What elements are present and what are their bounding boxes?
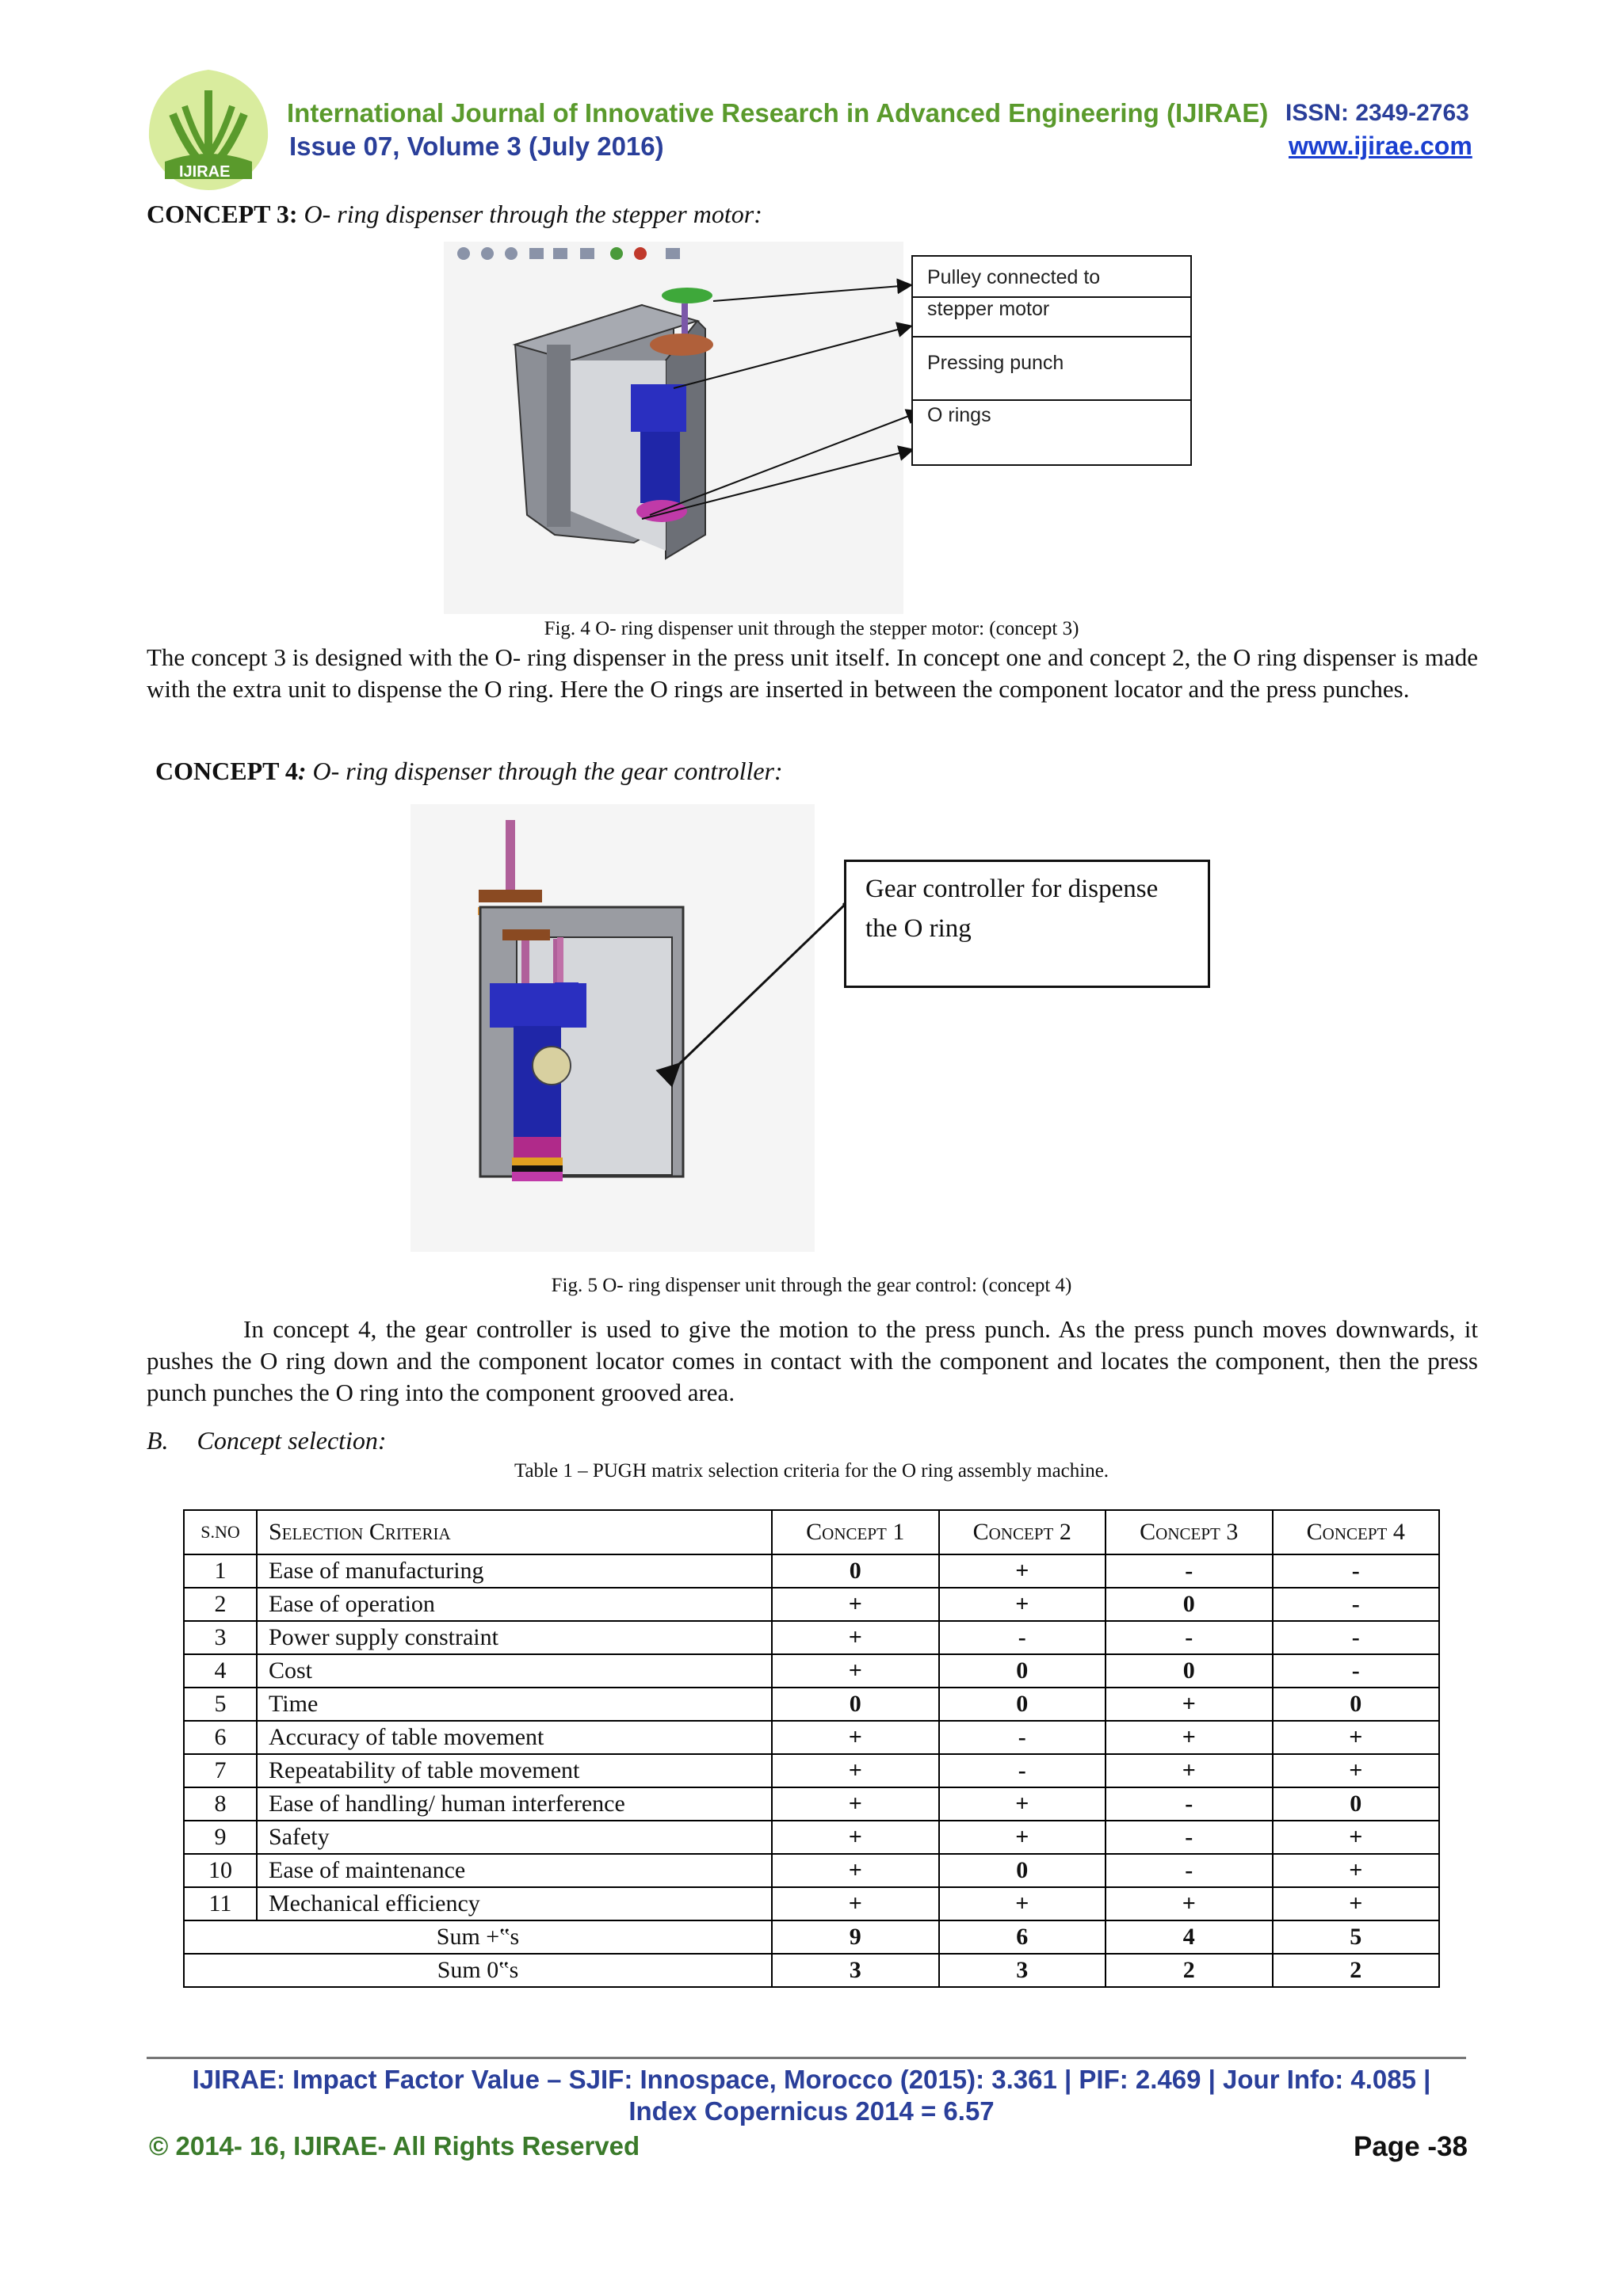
- footer-rule: [147, 2057, 1466, 2059]
- row-number: 10: [184, 1854, 257, 1887]
- row-concept2: +: [939, 1887, 1106, 1920]
- sum-zero-c2: 3: [939, 1954, 1106, 1987]
- row-criteria: Ease of operation: [257, 1588, 772, 1621]
- row-concept4: -: [1273, 1588, 1440, 1621]
- sum-plus-c3: 4: [1106, 1920, 1273, 1954]
- row-concept3: -: [1106, 1787, 1273, 1821]
- row-concept4: +: [1273, 1854, 1440, 1887]
- row-concept1: +: [772, 1621, 939, 1654]
- table-row: [184, 1787, 1439, 1821]
- table-row: [184, 1721, 1439, 1754]
- concept4-heading: CONCEPT 4: O- ring dispenser through the gear controller:: [155, 757, 783, 785]
- row-number: 5: [184, 1688, 257, 1721]
- row-criteria: Ease of manufacturing: [257, 1554, 772, 1588]
- row-concept4: +: [1273, 1754, 1440, 1787]
- row-concept4: -: [1273, 1621, 1440, 1654]
- row-concept4: -: [1273, 1654, 1440, 1688]
- label-o-rings: O rings: [927, 404, 991, 426]
- row-criteria: Ease of maintenance: [257, 1854, 772, 1887]
- table-row: [184, 1754, 1439, 1787]
- row-concept2: 0: [939, 1688, 1106, 1721]
- sum-zero-c3: 2: [1106, 1954, 1273, 1987]
- row-criteria: Mechanical efficiency: [257, 1887, 772, 1920]
- row-concept2: +: [939, 1787, 1106, 1821]
- row-criteria: Accuracy of table movement: [257, 1721, 772, 1754]
- row-concept3: +: [1106, 1688, 1273, 1721]
- row-number: 6: [184, 1721, 257, 1754]
- table-row: [184, 1854, 1439, 1887]
- fig5-callout-line2: the O ring: [865, 914, 972, 943]
- row-criteria: Safety: [257, 1821, 772, 1854]
- row-concept1: +: [772, 1821, 939, 1854]
- row-concept1: +: [772, 1854, 939, 1887]
- sum-plus-label: Sum +‟s: [184, 1920, 772, 1954]
- row-concept3: +: [1106, 1887, 1273, 1920]
- table-row: [184, 1554, 1439, 1588]
- selection-heading-text: Concept selection:: [197, 1426, 387, 1455]
- row-concept3: -: [1106, 1621, 1273, 1654]
- row-concept3: -: [1106, 1854, 1273, 1887]
- row-concept2: +: [939, 1588, 1106, 1621]
- row-concept2: -: [939, 1754, 1106, 1787]
- table-header-row: [184, 1510, 1439, 1554]
- concept3-paragraph: The concept 3 is designed with the O- ring dispenser in the press unit itself. In concept one and concept 2, the O ring dispenser is made with the extra unit to dispense the O ring. Here the O rings are inserted in between the component locator and the press punches.: [147, 643, 1478, 703]
- row-concept1: +: [772, 1721, 939, 1754]
- row-number: 9: [184, 1821, 257, 1854]
- row-number: 8: [184, 1787, 257, 1821]
- row-concept4: +: [1273, 1821, 1440, 1854]
- concept3-heading-text: O- ring dispenser through the stepper motor:: [304, 200, 762, 228]
- col-concept3: Concept 3: [1106, 1510, 1273, 1554]
- sum-zero-c1: 3: [772, 1954, 939, 1987]
- row-concept4: -: [1273, 1554, 1440, 1588]
- fig5-callout-box: [844, 860, 1210, 988]
- page-number: Page -38: [1354, 2131, 1468, 2162]
- label-pulley-line2: stepper motor: [927, 298, 1050, 320]
- label-pressing-punch: Pressing punch: [927, 352, 1064, 374]
- row-concept4: +: [1273, 1887, 1440, 1920]
- sum-plus-c1: 9: [772, 1920, 939, 1954]
- concept3-heading-label: CONCEPT 3:: [147, 200, 298, 228]
- row-concept1: +: [772, 1887, 939, 1920]
- table-caption: Table 1 – PUGH matrix selection criteria for the O ring assembly machine.: [514, 1460, 1109, 1482]
- row-concept3: +: [1106, 1721, 1273, 1754]
- row-concept2: +: [939, 1821, 1106, 1854]
- row-concept4: 0: [1273, 1787, 1440, 1821]
- footer-impact-line2: Index Copernicus 2014 = 6.57: [628, 2096, 995, 2126]
- row-criteria: Time: [257, 1688, 772, 1721]
- row-number: 1: [184, 1554, 257, 1588]
- row-criteria: Ease of handling/ human interference: [257, 1787, 772, 1821]
- issn: ISSN: 2349-2763: [1285, 100, 1469, 126]
- col-concept2: Concept 2: [939, 1510, 1106, 1554]
- sum-plus-c2: 6: [939, 1920, 1106, 1954]
- selection-heading-label: B.: [147, 1426, 169, 1455]
- fig4-caption: Fig. 4 O- ring dispenser unit through the stepper motor: (concept 3): [544, 618, 1079, 639]
- row-concept2: 0: [939, 1654, 1106, 1688]
- row-concept3: 0: [1106, 1588, 1273, 1621]
- table-row: [184, 1887, 1439, 1920]
- concept4-heading-text: O- ring dispenser through the gear controller:: [312, 757, 783, 785]
- row-number: 7: [184, 1754, 257, 1787]
- label-pulley-line1: Pulley connected to: [927, 266, 1101, 288]
- footer-impact-line1: IJIRAE: Impact Factor Value – SJIF: Innospace, Morocco (2015): 3.361 | PIF: 2.469 | Jour Info: 4.085 |: [192, 2065, 1431, 2094]
- concept4-heading-label: CONCEPT 4: [155, 757, 298, 785]
- table-row: [184, 1654, 1439, 1688]
- row-concept4: +: [1273, 1721, 1440, 1754]
- table-row: [184, 1588, 1439, 1621]
- row-concept1: 0: [772, 1688, 939, 1721]
- table-row: [184, 1621, 1439, 1654]
- concept4-paragraph: In concept 4, the gear controller is used to give the motion to the press punch. As the press punch moves downwards, it pushes the O ring down and the component locator comes in contact with the component and locates the component, then the press punch punches the O ring into the component grooved area.: [147, 1315, 1478, 1406]
- journal-title: International Journal of Innovative Research in Advanced Engineering (IJIRAE): [287, 98, 1269, 128]
- row-concept2: -: [939, 1721, 1106, 1754]
- fig5-callout-line1: Gear controller for dispense: [865, 875, 1159, 903]
- row-concept1: +: [772, 1787, 939, 1821]
- sum-zero-label: Sum 0‟s: [184, 1954, 772, 1987]
- row-concept1: 0: [772, 1554, 939, 1588]
- row-number: 4: [184, 1654, 257, 1688]
- row-criteria: Power supply constraint: [257, 1621, 772, 1654]
- issue: Issue 07, Volume 3 (July 2016): [289, 132, 664, 161]
- row-concept2: -: [939, 1621, 1106, 1654]
- row-number: 11: [184, 1887, 257, 1920]
- row-criteria: Cost: [257, 1654, 772, 1688]
- row-concept2: 0: [939, 1854, 1106, 1887]
- sum-plus-c4: 5: [1273, 1920, 1440, 1954]
- row-number: 3: [184, 1621, 257, 1654]
- row-number: 2: [184, 1588, 257, 1621]
- row-concept1: +: [772, 1654, 939, 1688]
- table-row: [184, 1688, 1439, 1721]
- sum-zero-row: [184, 1954, 1439, 1987]
- row-concept1: +: [772, 1754, 939, 1787]
- logo-text: IJIRAE: [179, 163, 231, 181]
- col-sno: S.NO: [184, 1510, 257, 1554]
- col-concept1: Concept 1: [772, 1510, 939, 1554]
- table-row: [184, 1821, 1439, 1854]
- row-concept3: 0: [1106, 1654, 1273, 1688]
- row-concept4: 0: [1273, 1688, 1440, 1721]
- row-concept1: +: [772, 1588, 939, 1621]
- row-criteria: Repeatability of table movement: [257, 1754, 772, 1787]
- row-concept3: -: [1106, 1554, 1273, 1588]
- col-criteria: Selection Criteria: [257, 1510, 772, 1554]
- selection-heading: [147, 1426, 387, 1455]
- row-concept3: +: [1106, 1754, 1273, 1787]
- col-concept4: Concept 4: [1273, 1510, 1440, 1554]
- row-concept2: +: [939, 1554, 1106, 1588]
- sum-plus-row: [184, 1920, 1439, 1954]
- website-link[interactable]: www.ijirae.com: [1289, 132, 1472, 160]
- sum-zero-c4: 2: [1273, 1954, 1440, 1987]
- footer-copyright: © 2014- 16, IJIRAE- All Rights Reserved: [149, 2131, 640, 2161]
- pugh-matrix-table: [183, 1509, 1440, 1988]
- fig5-caption: Fig. 5 O- ring dispenser unit through the gear control: (concept 4): [551, 1275, 1072, 1296]
- row-concept3: -: [1106, 1821, 1273, 1854]
